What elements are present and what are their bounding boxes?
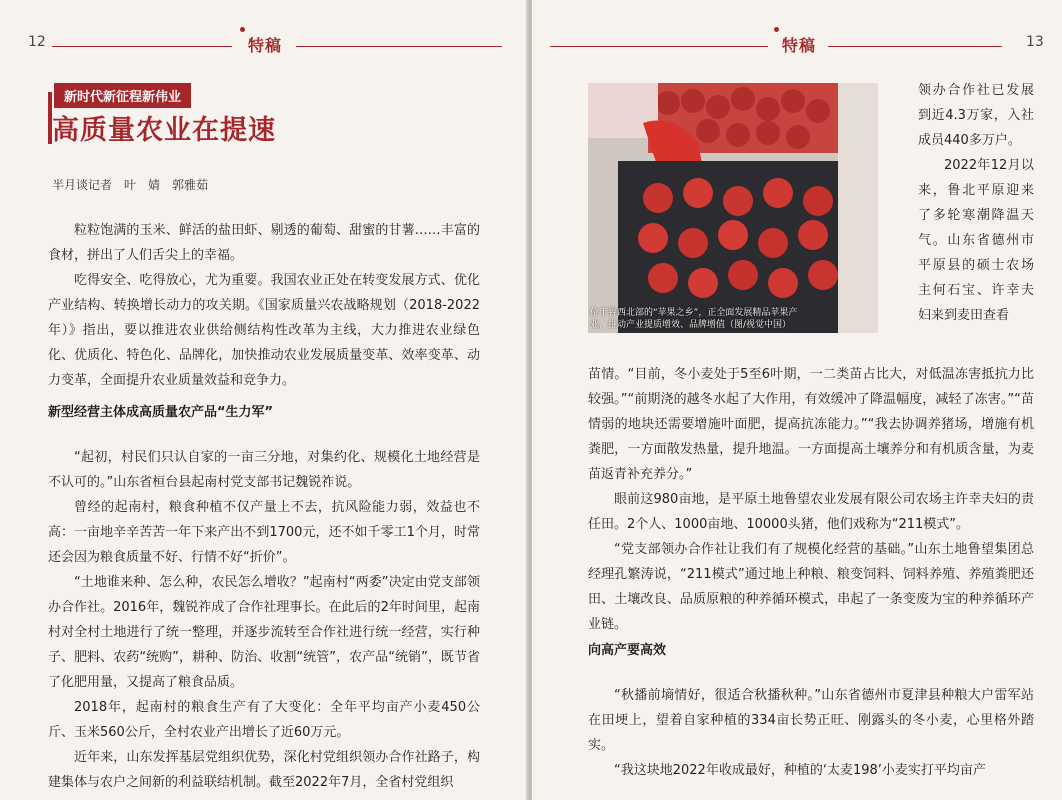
left-page [0,0,528,800]
right-body-section [588,638,1034,783]
paragraph: 曾经的起南村，粮食种植不仅产量上不去，抗风险能力弱，效益也不高：一亩地辛辛苦苦一年下来产出不到1700元，还不如千零工1个月，时常还会因为粮食质量不好、行情不好“折价”。 [48,500,480,565]
photo-caption: 位于鲁西北部的“苹果之乡”，正全面发展精品苹果产业，推动产业提质增效、品牌增值（图/视觉中国） [590,308,798,330]
paragraph: 苗情。“目前，冬小麦处于5至6叶期，一二类苗占比大，对低温冻害抵抗力比较强。”“前期浇的越冬水起了大作用，有效缓冲了降温幅度，减轻了冻害。”“苗情弱的地块还需要增施叶面肥，提高抗冻能力。”“我去协调养猪场，增施有机粪肥，一方面散发热量，提升地温。一方面提高土壤养分和有机质含量，为麦苗返青补充养分。” [588,367,1034,482]
left-body-intro [48,218,480,393]
section-heading-left: 新型经营主体成高质量农产品“生力军” [48,405,274,420]
header-rule-right-a [550,46,768,47]
left-body-section [48,400,480,795]
apple-crate-illustration [588,83,878,333]
page-number-left: 12 [28,34,46,50]
right-body-main [588,362,1034,637]
section-label-right: 特稿 [782,33,816,56]
paragraph: “土地谁来种、怎么种，农民怎么增收？”起南村“两委”决定由党支部领办合作社。2016年，魏锐祚成了合作社理事长。在此后的2年时间里，起南村对全村土地进行了统一整理，并逐步流转至合作社进行统一经营，实行种子、肥料、农药“统购”，耕种、防治、收割“统管”，农产品“统销”，既节省了化肥用量，又提高了粮食品质。 [48,575,480,690]
paragraph: 领办合作社已发展到近4.3万家，入社成员440多万户。 [918,83,1034,148]
kicker-tag: 新时代新征程新伟业 [54,83,191,108]
paragraph: 眼前这980亩地，是平原土地鲁望农业发展有限公司农场主许幸夫妇的责任田。2个人、1000亩地、10000头猪，他们戏称为“211模式”。 [588,492,1034,532]
article-title: 高质量农业在提速 [52,115,276,146]
right-page [532,0,1062,800]
apple-photo [588,83,878,333]
paragraph: “党支部领办合作社让我们有了规模化经营的基础。”山东土地鲁望集团总经理孔繁涛说，“211模式”通过地上种粮、粮变饲料、饲料养殖、养殖粪肥还田、土壤改良、品质原粮的种养循环模式，串起了一条变废为宝的种养循环产业链。 [588,542,1034,632]
paragraph: 粒粒饱满的玉米、鲜活的盐田虾、剔透的葡萄、甜蜜的甘薯……丰富的食材，拼出了人们舌尖上的幸福。 [48,223,480,263]
header-rule-left-a [52,46,232,47]
paragraph: 近年来，山东发挥基层党组织优势，深化村党组织领办合作社路子，构建集体与农户之间新的利益联结机制。截至2022年7月，全省村党组织 [48,750,480,790]
paragraph: “我这块地2022年收成最好，种植的‘太麦198’小麦实打平均亩产 [614,763,986,778]
byline: 半月谈记者 叶 婧 郭雅茹 [52,178,209,192]
header-rule-left-b [296,46,502,47]
paragraph: 2018年，起南村的粮食生产有了大变化：全年平均亩产小麦450公斤、玉米560公斤，全村农业产出增长了近60万元。 [48,700,480,740]
section-label-left: 特稿 [248,33,282,56]
paragraph: “秋播前墒情好，很适合秋播秋种。”山东省德州市夏津县种粮大户雷军站在田埂上，望着自家种植的334亩长势正旺、刚露头的冬小麦，心里格外踏实。 [588,688,1034,753]
right-body-beside-photo [918,78,1034,328]
page-number-right: 13 [1026,34,1044,50]
paragraph: “起初，村民们只认自家的一亩三分地，对集约化、规模化土地经营是不认可的。”山东省桓台县起南村党支部书记魏锐祚说。 [48,450,480,490]
paragraph: 吃得安全、吃得放心，尤为重要。我国农业正处在转变发展方式、优化产业结构、转换增长动力的攻关期。《国家质量兴农战略规划（2018-2022年）》指出，要以推进农业供给侧结构性改革为主线，大力推进农业绿色化、优质化、特色化、品牌化，加快推动农业发展质量变革、效率变革、动力变革，全面提升农业质量效益和竞争力。 [48,273,480,388]
header-rule-right-b [828,46,1002,47]
section-heading-right: 向高产要高效 [588,643,667,658]
paragraph: 2022年12月以来，鲁北平原迎来了多轮寒潮降温天气。山东省德州市平原县的硕士农场主何石宝、许幸夫妇来到麦田查看 [918,158,1034,323]
